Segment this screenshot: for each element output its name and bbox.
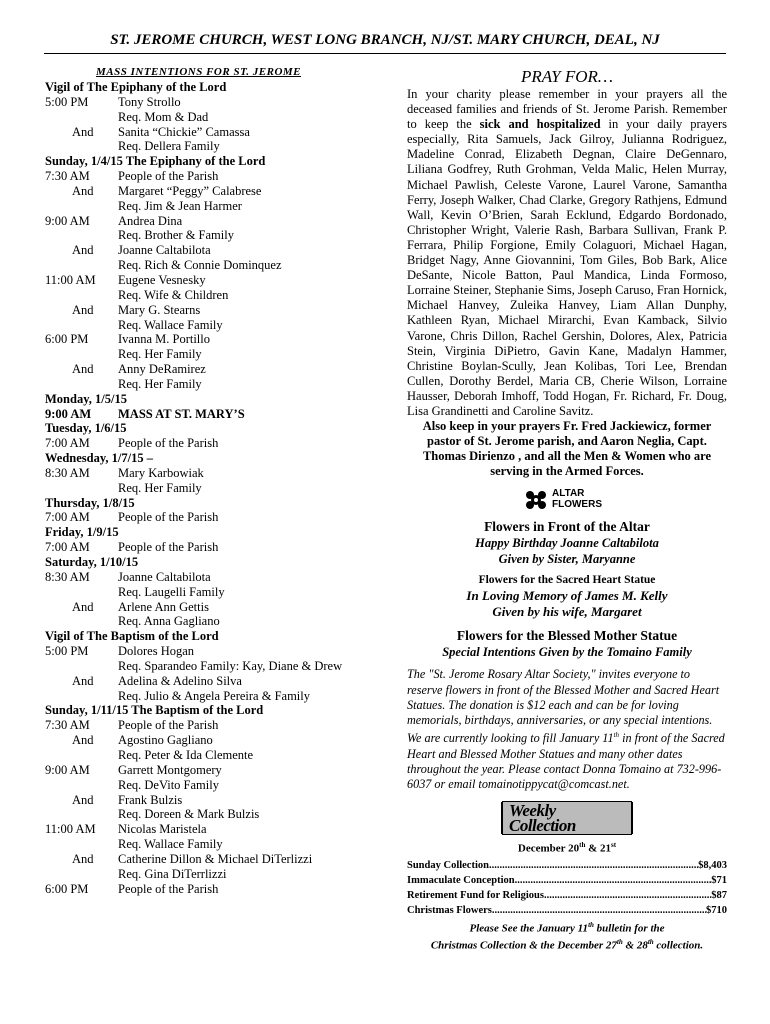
mass-intention-row: [45, 273, 395, 288]
mass-intention-row: [45, 332, 395, 347]
mass-intention-row: [45, 689, 395, 704]
mass-time: 6:00 PM: [45, 332, 89, 347]
mass-intention: Mary Karbowiak: [118, 465, 204, 480]
mass-intention: MASS AT ST. MARY’S: [118, 406, 245, 421]
mass-time: 5:00 PM: [45, 644, 89, 659]
mass-intention-row: [45, 540, 395, 555]
mass-intentions-title: MASS INTENTIONS FOR ST. JEROME: [96, 66, 302, 78]
altar-flowers-heading: Flowers in Front of the Altar: [484, 519, 650, 535]
mass-time: [45, 748, 118, 763]
mass-intention-row: [45, 585, 395, 600]
mass-intention-row: [45, 95, 395, 110]
mass-intention: People of the Parish: [118, 436, 219, 451]
mass-time: And: [72, 673, 94, 688]
mass-intention-row: [45, 258, 395, 273]
mass-day-heading: Vigil of The Baptism of the Lord: [45, 629, 219, 644]
collection-row: [407, 888, 727, 903]
collection-amount: $710: [706, 904, 727, 916]
mass-time: [45, 377, 118, 392]
mass-intention: Req. Dellera Family: [118, 139, 220, 154]
mass-intention: People of the Parish: [118, 169, 219, 184]
mass-intention-row: [45, 377, 395, 392]
mass-intention-row: [45, 436, 395, 451]
mass-time: [45, 778, 118, 793]
mass-intention-row: [45, 644, 395, 659]
mass-intention: Req. Peter & Ida Clemente: [118, 747, 254, 762]
dot-leader: [492, 903, 706, 918]
mass-intention-row: [45, 407, 395, 422]
mass-day-heading: Vigil of The Epiphany of the Lord: [45, 80, 227, 94]
mass-intention-row: [45, 110, 395, 125]
mass-intention-row: [45, 718, 395, 733]
mass-intention: Req. Wallace Family: [118, 317, 223, 332]
collection-label: Sunday Collection: [407, 859, 489, 871]
dot-leader: [544, 888, 711, 903]
mass-time: [45, 614, 118, 629]
mass-day-heading: Sunday, 1/4/15 The Epiphany of the Lord: [45, 154, 266, 169]
mass-intention-row: [45, 659, 395, 674]
mass-time: [45, 228, 118, 243]
mass-intention-row: [45, 243, 395, 258]
mass-time: [45, 689, 118, 704]
mass-intention-row: [45, 867, 395, 882]
mass-time: And: [72, 302, 94, 317]
mass-time: And: [72, 851, 94, 866]
mass-intention-row: [45, 733, 395, 748]
mass-intention: Catherine Dillon & Michael DiTerlizzi: [118, 851, 313, 866]
pray-for-title: PRAY FOR…: [520, 67, 614, 86]
mass-intention: People of the Parish: [118, 510, 219, 525]
altar-flowers-line: Given by Sister, Maryanne: [498, 552, 636, 567]
mass-intention: Andrea Dina: [118, 213, 183, 228]
weekly-collection-date: December 20th & 21st: [517, 841, 617, 855]
mass-intention: Garrett Montgomery: [118, 762, 222, 777]
mass-intention: Req. Laugelli Family: [118, 584, 225, 599]
header-rule: [44, 53, 726, 54]
mass-intention-row: [45, 852, 395, 867]
collection-label: Retirement Fund for Religious: [407, 889, 544, 901]
collection-label: Immaculate Conception: [407, 874, 515, 886]
mass-time: And: [72, 183, 94, 198]
right-column: [407, 68, 727, 953]
mass-time: And: [72, 733, 94, 748]
mass-intention-row: [45, 778, 395, 793]
weekly-note-line1: Please See the January 11th bulletin for the: [469, 920, 665, 935]
altar-flowers-line: Happy Birthday Joanne Caltabilota: [475, 536, 659, 551]
mass-intention: Req. Wallace Family: [118, 837, 223, 852]
mass-day-heading: Wednesday, 1/7/15 –: [45, 451, 154, 466]
mass-intention: Agostino Gagliano: [118, 733, 213, 748]
sacred-heart-heading: Flowers for the Sacred Heart Statue: [478, 574, 656, 587]
dot-leader: [515, 873, 712, 888]
mass-intention: Dolores Hogan: [118, 644, 195, 659]
mass-day-heading: Thursday, 1/8/15: [45, 495, 135, 510]
mass-time: 9:00 AM: [45, 406, 92, 421]
mass-time: And: [72, 599, 94, 614]
mass-intention: Mary G. Stearns: [118, 302, 201, 317]
mass-intention: Frank Bulzis: [118, 792, 183, 807]
weekly-collection-logo: Weekly Collection: [501, 802, 633, 834]
collection-amount: $71: [711, 874, 727, 886]
rosary-society-paragraph: The "St. Jerome Rosary Altar Society," invites everyone to reserve flowers in front of the Blessed Mother and Sacred Heart Statues. The donation is $12 each and can be for loving memorials, birthdays, anniversaries, or any special intentions. We are currently looking to fill January 11th in front of the Sacred Heart and Blessed Mother Statues and many other dates throughout the year. Please contact Donna Tomaino at 732-996-6037 or email tomainotippycat@comcast.net.: [407, 667, 725, 791]
mass-intention: Tony Strollo: [118, 94, 181, 109]
mass-time: [45, 807, 118, 822]
pray-for-paragraph: [407, 87, 727, 419]
mass-intention: Anny DeRamirez: [118, 362, 206, 377]
mass-time: And: [72, 243, 94, 258]
mass-time: 9:00 AM: [45, 762, 90, 777]
mass-day-heading: Tuesday, 1/6/15: [45, 421, 127, 436]
mass-intention-row: [45, 184, 395, 199]
mass-intention-row: [45, 139, 395, 154]
mass-intention: Req. Gina DiTerrlizzi: [118, 866, 227, 881]
mass-intention-row: [45, 510, 395, 525]
mass-intention-row: [45, 763, 395, 778]
mass-time: [45, 837, 118, 852]
mass-intention: Req. Mom & Dad: [118, 109, 209, 124]
collection-label: Christmas Flowers: [407, 904, 492, 916]
mass-time: [45, 585, 118, 600]
mass-intention-row: [45, 214, 395, 229]
weekly-collection-list: [407, 858, 727, 918]
blessed-mother-heading: Flowers for the Blessed Mother Statue: [456, 628, 678, 644]
mass-time: 11:00 AM: [45, 272, 96, 287]
mass-time: [45, 347, 118, 362]
mass-intention-row: [45, 228, 395, 243]
mass-intention: Sanita “Chickie” Camassa: [118, 124, 250, 139]
mass-time: 6:00 PM: [45, 881, 89, 896]
mass-day-heading: Sunday, 1/11/15 The Baptism of the Lord: [45, 703, 264, 718]
armed-forces-paragraph: Also keep in your prayers Fr. Fred Jackiewicz, former pastor of St. Jerome parish, and Aaron Neglia, Capt. Thomas Dirienzo , and all the Men & Women who are serving in the Armed Forces.: [422, 419, 712, 479]
sacred-heart-line: In Loving Memory of James M. Kelly: [466, 588, 668, 604]
mass-time: [45, 288, 118, 303]
pray-text-names: in your daily prayers especially, Rita Samuels, Jack Gilroy, Julianna Rodriguez, Madeline Conrad, Elizabeth Degnan, Claire DeGennaro, Liliana Godfrey, Ruth Grohman, Velda Malic, Helen Murray, Michael Pawlish, Celeste Varone, Laurel Varone, Samantha Ferry, Joseph Walker, Chad Clarke, Gregory Rathjens, Edmund Wall, Kevin O’Brien, Sarah Ecklund, Edgardo Bordonado, Christopher Wright, Valerie Rash, Barbara Sullivan, Frank P. Ferrara, Philip Forgione, Emily Colaguori, Michael Hagan, Bridget Nagy, Anne Giovannini, Tom Giles, Bob Bark, Alice DeSante, Nicole Batton, Paul Mandica, Linda Formoso, Lorraine Steiner, Stephanie Sims, Joseph Caruso, Fran Hornick, Michael Hanvey, Zuleika Hanvey, Liam Allan Dunphy, Kathleen Ryan, Michael Mirarchi, Evan Kamback, Silvio Varone, Chris Dillon, Rachel Gershin, Dolores, Alex, Patricia Stein, Virginia DiPietro, Gavin Kane, Madalyn Hammer, Christine Boylan-Scully, Jean Kolibas, Tori Lee, Brendan Cullen, Dorothy Berdel, Maria CB, Cherie Wilson, Lorraine Hausser, Deborah Imhoff, Todd Hogan, Fr. Richard, Fr. Doug, Lisa Grandinetti and Caroline Savitz.: [407, 117, 728, 418]
mass-intention-row: [45, 822, 395, 837]
weekly-note-line2: Christmas Collection & the December 27th & 28th collection.: [430, 938, 704, 953]
mass-time: 8:30 AM: [45, 569, 90, 584]
mass-intention-row: [45, 466, 395, 481]
mass-intention: Req. Rich & Connie Dominquez: [118, 258, 282, 273]
mass-intention: Req. Her Family: [118, 480, 202, 495]
mass-intention-row: [45, 347, 395, 362]
mass-time: 7:00 AM: [45, 510, 90, 525]
mass-intention: Arlene Ann Gettis: [118, 599, 209, 614]
mass-intention-row: [45, 614, 395, 629]
mass-intention: Ivanna M. Portillo: [118, 332, 211, 347]
mass-intention: Adelina & Adelino Silva: [118, 673, 242, 688]
mass-intention: Req. Brother & Family: [118, 228, 234, 243]
altar-logo-line1: ALTAR: [552, 488, 585, 500]
mass-time: [45, 139, 118, 154]
mass-intention: People of the Parish: [118, 540, 219, 555]
pray-text-start: In your charity please remember in your prayers all the deceased families and friends of St. Jerome Parish. Remember to keep the: [407, 87, 727, 132]
mass-intention: Req. Anna Gagliano: [118, 614, 220, 629]
mass-intention: Joanne Caltabilota: [118, 569, 211, 584]
mass-time: [45, 258, 118, 273]
mass-time: And: [72, 124, 94, 139]
mass-time: 7:30 AM: [45, 718, 90, 733]
mass-intention-row: [45, 125, 395, 140]
mass-intention-row: [45, 793, 395, 808]
mass-intention-row: [45, 288, 395, 303]
mass-day-heading: Saturday, 1/10/15: [45, 555, 139, 569]
mass-intention-row: [45, 674, 395, 689]
page-header: ST. JEROME CHURCH, WEST LONG BRANCH, NJ/ST. MARY CHURCH, DEAL, NJ: [110, 32, 660, 48]
collection-amount: $87: [711, 889, 727, 901]
mass-intention: Req. Sparandeo Family: Kay, Diane & Drew: [118, 658, 343, 673]
mass-intention: Margaret “Peggy” Calabrese: [118, 183, 262, 198]
mass-time: 7:00 AM: [45, 436, 90, 451]
mass-time: [45, 481, 118, 496]
mass-intention: Req. Her Family: [118, 347, 202, 362]
blessed-mother-line: Special Intentions Given by the Tomaino Family: [442, 645, 692, 660]
collection-row: [407, 903, 727, 918]
mass-time: [45, 659, 118, 674]
mass-time: [45, 318, 118, 333]
mass-time: [45, 199, 118, 214]
mass-intention: Req. Her Family: [118, 376, 202, 391]
pray-text-bold: sick and hospitalized: [479, 117, 601, 132]
mass-intention: People of the Parish: [118, 718, 219, 733]
altar-logo-line2: FLOWERS: [552, 499, 602, 511]
mass-intention-row: [45, 362, 395, 377]
altar-flowers-logo: [522, 487, 612, 513]
mass-time: And: [72, 362, 94, 377]
mass-intention-row: [45, 318, 395, 333]
mass-day-heading: Friday, 1/9/15: [45, 525, 119, 540]
mass-intention: People of the Parish: [118, 881, 219, 896]
mass-time: [45, 110, 118, 125]
mass-intention-row: [45, 748, 395, 763]
mass-intention: Req. Jim & Jean Harmer: [118, 198, 242, 213]
mass-intention-row: [45, 481, 395, 496]
mass-intention-row: [45, 837, 395, 852]
mass-intention-row: [45, 303, 395, 318]
mass-time: [45, 867, 118, 882]
mass-intentions-column: [45, 64, 395, 896]
mass-intention-row: [45, 169, 395, 184]
mass-time: 7:00 AM: [45, 540, 90, 555]
mass-intention: Req. DeVito Family: [118, 777, 219, 792]
mass-intention-row: [45, 570, 395, 585]
mass-intention: Req. Doreen & Mark Bulzis: [118, 807, 260, 822]
mass-time: 5:00 PM: [45, 94, 89, 109]
mass-intention: Eugene Vesnesky: [118, 272, 206, 287]
collection-row: [407, 858, 727, 873]
mass-intention-row: [45, 807, 395, 822]
dot-leader: [489, 858, 698, 873]
mass-time: 7:30 AM: [45, 169, 90, 184]
mass-intention-row: [45, 199, 395, 214]
mass-time: And: [72, 792, 94, 807]
mass-intention-row: [45, 600, 395, 615]
mass-day-heading: Monday, 1/5/15: [45, 391, 127, 406]
mass-intention: Nicolas Maristela: [118, 822, 207, 837]
mass-time: 8:30 AM: [45, 465, 90, 480]
collection-row: [407, 873, 727, 888]
mass-intention: Req. Julio & Angela Pereira & Family: [118, 688, 310, 703]
mass-time: 9:00 AM: [45, 213, 90, 228]
sacred-heart-line: Given by his wife, Margaret: [492, 604, 642, 620]
mass-time: 11:00 AM: [45, 822, 96, 837]
mass-intentions-list: [45, 80, 395, 896]
mass-intention: Req. Wife & Children: [118, 287, 229, 302]
mass-intention-row: [45, 882, 395, 897]
mass-intention: Joanne Caltabilota: [118, 243, 211, 258]
collection-amount: $8,403: [698, 859, 727, 871]
